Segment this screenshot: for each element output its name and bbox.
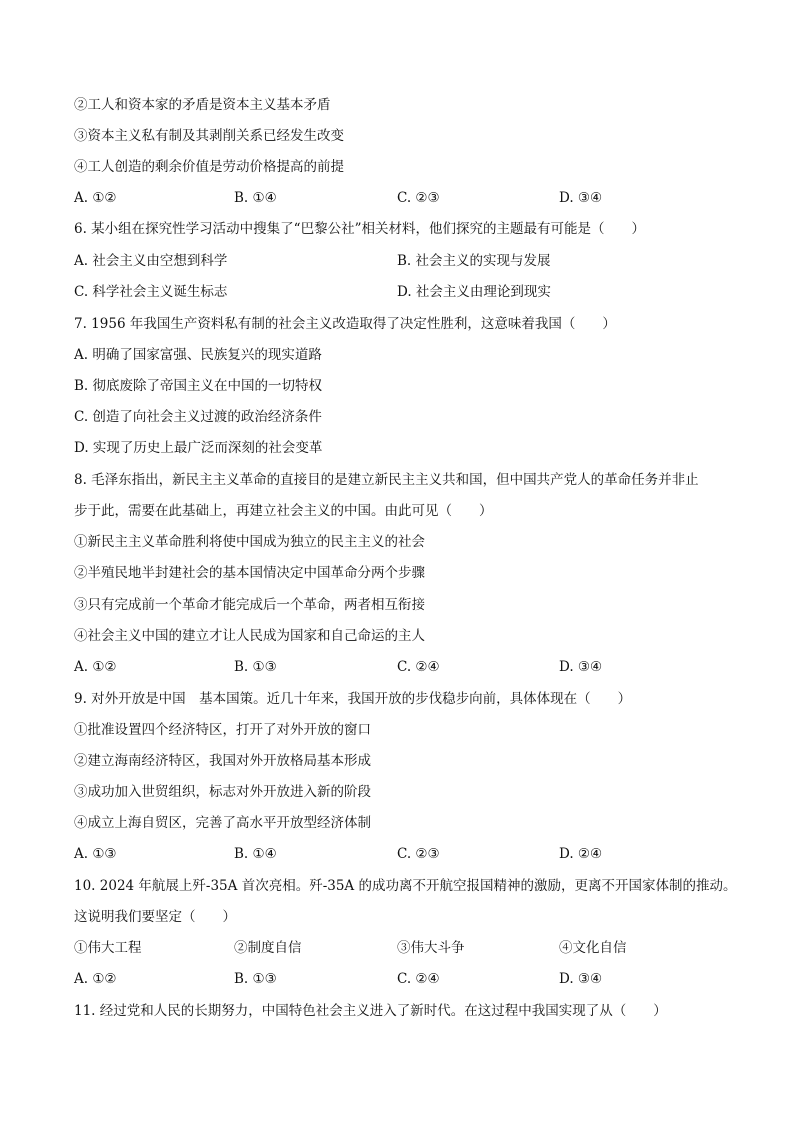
q10-item-2: ②制度自信 <box>234 940 302 956</box>
q8-statement-2: ②半殖民地半封建社会的基本国情决定中国革命分两个步骤 <box>74 565 425 581</box>
q9-stem: 9. 对外开放是中国 基本国策。近几十年来，我国开放的步伐稳步向前，具体体现在（ ） <box>74 691 632 707</box>
q5-option-b[interactable]: B. ①④ <box>234 190 277 206</box>
q5-options <box>74 189 734 207</box>
q6-option-a[interactable]: A. 社会主义由空想到科学 <box>74 253 228 269</box>
q9-option-d[interactable]: D. ②④ <box>559 846 603 862</box>
q9-statement-1: ①批准设置四个经济特区，打开了对外开放的窗口 <box>74 722 371 738</box>
q5-option-c[interactable]: C. ②③ <box>397 190 440 206</box>
q10-item-1: ①伟大工程 <box>74 940 142 956</box>
q6-option-c[interactable]: C. 科学社会主义诞生标志 <box>74 284 228 300</box>
q8-option-b[interactable]: B. ①③ <box>234 659 277 675</box>
q8-option-a[interactable]: A. ①② <box>74 659 117 675</box>
q10-items <box>74 939 734 957</box>
q8-statement-3: ③只有完成前一个革命才能完成后一个革命，两者相互衔接 <box>74 597 425 613</box>
q7-stem: 7. 1956 年我国生产资料私有制的社会主义改造取得了决定性胜利，这意味着我国（ ） <box>74 316 616 332</box>
q9-option-a[interactable]: A. ①③ <box>74 846 117 862</box>
q9-option-c[interactable]: C. ②③ <box>397 846 440 862</box>
q5-option-d[interactable]: D. ③④ <box>559 190 603 206</box>
q9-statement-2: ②建立海南经济特区，我国对外开放格局基本形成 <box>74 753 371 769</box>
q8-statement-1: ①新民主主义革命胜利将使中国成为独立的民主主义的社会 <box>74 534 425 550</box>
q7-option-c[interactable]: C. 创造了向社会主义过渡的政治经济条件 <box>74 409 322 425</box>
q6-options-row-1 <box>74 252 734 270</box>
q9-option-b[interactable]: B. ①④ <box>234 846 277 862</box>
q9-options <box>74 845 734 863</box>
q6-options-row-2 <box>74 283 734 301</box>
q6-option-d[interactable]: D. 社会主义由理论到现实 <box>397 284 551 300</box>
q6-option-b[interactable]: B. 社会主义的实现与发展 <box>397 253 551 269</box>
q9-statement-4: ④成立上海自贸区，完善了高水平开放型经济体制 <box>74 815 371 831</box>
q10-item-3: ③伟大斗争 <box>397 940 465 956</box>
q7-option-a[interactable]: A. 明确了国家富强、民族复兴的现实道路 <box>74 347 322 363</box>
q8-option-c[interactable]: C. ②④ <box>397 659 440 675</box>
q10-item-4: ④文化自信 <box>559 940 627 956</box>
q10-option-c[interactable]: C. ②④ <box>397 971 440 987</box>
q9-statement-3: ③成功加入世贸组织，标志对外开放进入新的阶段 <box>74 784 371 800</box>
q5-option-a[interactable]: A. ①② <box>74 190 117 206</box>
q10-option-a[interactable]: A. ①② <box>74 971 117 987</box>
q7-option-b[interactable]: B. 彻底废除了帝国主义在中国的一切特权 <box>74 378 323 394</box>
q8-stem-line-1: 8. 毛泽东指出，新民主主义革命的直接目的是建立新民主主义共和国，但中国共产党人的革命任务并非止 <box>74 472 699 488</box>
q8-options <box>74 658 734 676</box>
q10-options <box>74 970 734 988</box>
q10-stem-line-1: 10. 2024 年航展上歼-35A 首次亮相。歼-35A 的成功离不开航空报国精神的激励，更离不开国家体制的推动。 <box>74 878 737 894</box>
q6-stem: 6. 某小组在探究性学习活动中搜集了“巴黎公社”相关材料，他们探究的主题最有可能是（ ） <box>74 221 645 237</box>
q5-statement-3: ③资本主义私有制及其剥削关系已经发生改变 <box>74 128 344 144</box>
q11-stem: 11. 经过党和人民的长期努力，中国特色社会主义进入了新时代。在这过程中我国实现了从（ ） <box>74 1003 667 1019</box>
q8-statement-4: ④社会主义中国的建立才让人民成为国家和自己命运的主人 <box>74 628 425 644</box>
q10-option-b[interactable]: B. ①③ <box>234 971 277 987</box>
q10-stem-line-2: 这说明我们要坚定（ ） <box>74 909 236 925</box>
q8-stem-line-2: 步于此，需要在此基础上，再建立社会主义的中国。由此可见（ ） <box>74 503 493 519</box>
q10-option-d[interactable]: D. ③④ <box>559 971 603 987</box>
q8-option-d[interactable]: D. ③④ <box>559 659 603 675</box>
q5-statement-4: ④工人创造的剩余价值是劳动价格提高的前提 <box>74 159 344 175</box>
q5-statement-2: ②工人和资本家的矛盾是资本主义基本矛盾 <box>74 97 331 113</box>
q7-option-d[interactable]: D. 实现了历史上最广泛而深刻的社会变革 <box>74 440 323 456</box>
